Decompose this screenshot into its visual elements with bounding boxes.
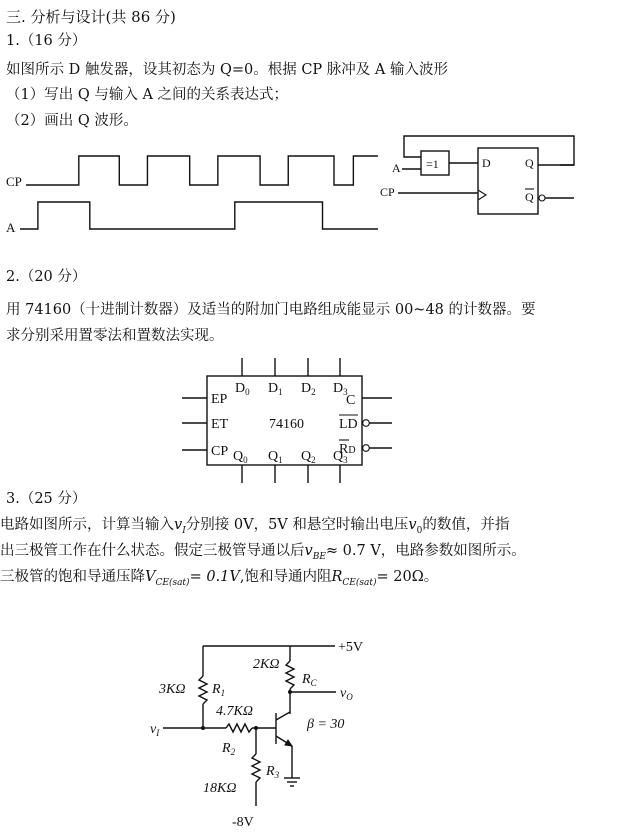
d3-sub: 3: [343, 387, 348, 397]
svg-text:R1: [211, 682, 225, 698]
r1-name: R: [212, 682, 221, 697]
q1-stem: 如图所示 D 触发器，设其初态为 Q=0。根据 CP 脉冲及 A 输入波形: [6, 62, 448, 78]
q3-line3: 三极管的饱和导通压降$V_{CE(sat)}= 0.1V$,饱和导通内阻$R_{CE(sat)}= 20\Omega$。: [0, 569, 439, 588]
q3-line2: 出三极管工作在什么状态。假定三极管导通以后$v_{BE}\approx 0.7$ V，电路参数如图所示。: [0, 543, 526, 562]
rc-resistor: [286, 661, 294, 689]
vcc-label: +5V: [338, 640, 364, 655]
q2-label: Q: [301, 449, 312, 464]
q1-sub2: （2）画出 Q 波形。: [6, 113, 138, 129]
q3-sub: 3: [343, 455, 348, 465]
d1-label: D: [268, 381, 279, 396]
rc-sub: C: [310, 678, 317, 688]
q0-sub: 0: [243, 455, 248, 465]
q2-heading: 2.（20 分）: [6, 269, 87, 285]
transistor-collector: [276, 712, 290, 720]
svg-text:vI: [150, 722, 160, 738]
beta-label: β = 30: [307, 717, 345, 732]
d2-sub: 2: [311, 387, 316, 397]
svg-text:vO: [340, 686, 353, 702]
r1-value: 3KΩ: [159, 682, 186, 697]
q1-label: Q: [268, 449, 279, 464]
r2-name: R: [222, 741, 231, 756]
svg-text:R3: [265, 764, 280, 780]
q0-label: Q: [233, 449, 244, 464]
d3-label: D: [333, 381, 344, 396]
q2-line1: 用 74160（十进制计数器）及适当的附加门电路组成能显示 00~48 的计数器。要: [6, 302, 536, 318]
q1-heading: 1.（16 分）: [6, 33, 87, 49]
cp-wave-label: CP: [6, 174, 22, 189]
ep-label: EP: [211, 392, 228, 407]
cp-label: CP: [211, 444, 229, 459]
svg-text:RC: [301, 672, 318, 688]
ld-label: LD: [339, 417, 358, 432]
ff-cp-label: CP: [380, 185, 395, 199]
ff-q-label: Q: [525, 156, 534, 170]
r1-resistor: [199, 676, 207, 704]
chip-name: 74160: [269, 417, 304, 432]
q3-heading: 3.（25 分）: [6, 491, 87, 507]
rd-r-label: R: [339, 442, 349, 457]
rc-value: 2KΩ: [253, 657, 280, 672]
a-wave-label: A: [6, 220, 16, 235]
section-title: 三. 分析与设计(共 86 分): [6, 8, 176, 26]
q1-sub: 1: [278, 455, 283, 465]
d0-sub: 0: [245, 387, 250, 397]
r2-sub: 2: [230, 747, 236, 757]
q3-label: Q: [333, 449, 344, 464]
ff-qbar-label: Q: [525, 190, 534, 204]
rd-d-label: D: [348, 445, 356, 456]
emitter-arrow: [285, 740, 292, 746]
r3-value: 18KΩ: [203, 781, 237, 796]
q2-line2: 求分别采用置零法和置数法实现。: [6, 328, 224, 344]
r3-name: R: [266, 764, 275, 779]
ff-d-label: D: [482, 156, 491, 170]
d1-sub: 1: [278, 387, 283, 397]
xor-gate-label: =1: [426, 157, 439, 171]
ff-a-label: A: [392, 161, 401, 175]
r3-sub: 3: [274, 770, 280, 780]
q3-line1: 电路如图所示，计算当输入$v_I$分别接 0V，5V 和悬空时输出电压$v_0$的数值，并指: [0, 517, 510, 536]
q1-sub1: （1）写出 Q 与输入 A 之间的关系表达式；: [6, 87, 289, 103]
r2-resistor: [226, 724, 252, 732]
d2-label: D: [301, 381, 312, 396]
d0-label: D: [235, 381, 246, 396]
r3-resistor: [252, 754, 260, 782]
vi-sub: I: [156, 728, 160, 738]
vee-label: -8V: [232, 815, 254, 830]
q2-sub: 2: [311, 455, 316, 465]
c-label: C: [346, 393, 356, 408]
r1-sub: 1: [220, 688, 226, 698]
et-label: ET: [211, 417, 229, 432]
vo-sub: O: [346, 692, 353, 702]
vo-label: v: [340, 686, 347, 701]
rc-name: R: [302, 672, 311, 687]
svg-text:R2: [221, 741, 236, 757]
r2-value: 4.7KΩ: [216, 704, 253, 719]
vi-label: v: [150, 722, 157, 737]
